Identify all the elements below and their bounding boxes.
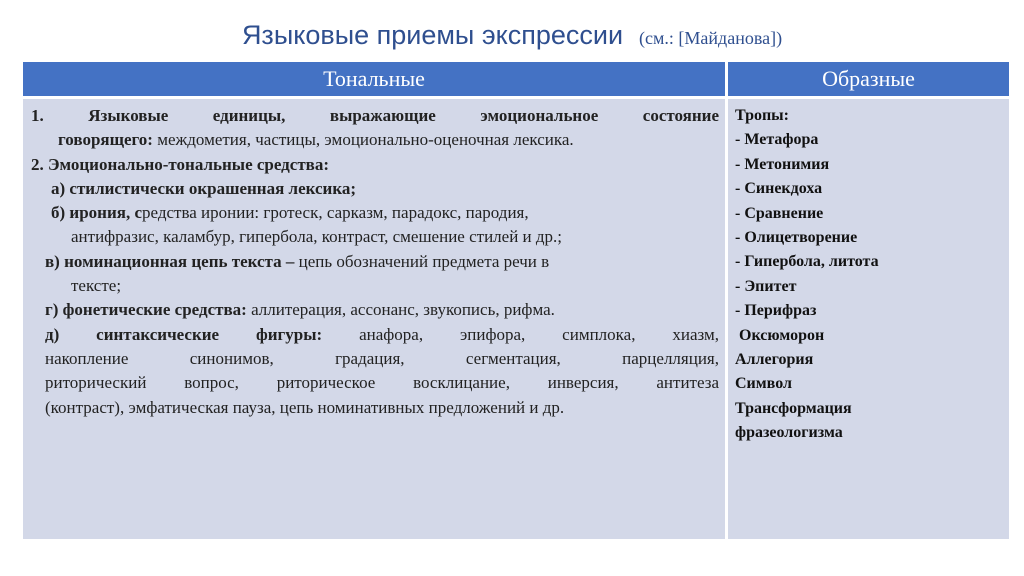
- tonal-sub-c-text-2: тексте;: [71, 276, 122, 296]
- tonal-sub-d-text: анафора, эпифора, симплока, хиазм,: [322, 324, 719, 344]
- tonal-line: [31, 396, 719, 420]
- figurative-item: - Эпитет: [735, 277, 797, 295]
- figurative-item: - Сравнение: [735, 204, 824, 222]
- tonal-sub-d-text-3: риторический вопрос, риторическое восклицание, инверсия, антитеза: [45, 373, 719, 393]
- tonal-sub-b-text: редства иронии: гротеск, сарказм, парадокс, пародия,: [142, 203, 529, 223]
- figurative-item: - Олицетворение: [735, 229, 858, 247]
- tonal-line: [31, 323, 719, 347]
- tonal-line: [31, 153, 719, 177]
- tonal-line: [31, 225, 719, 249]
- header-figurative: Образные: [728, 62, 1009, 96]
- tonal-item-1-heading: 1. Языковые единицы, выражающие эмоциональное состояние: [31, 106, 719, 125]
- tonal-sub-g-text: аллитерация, ассонанс, звукопись, рифма.: [246, 300, 555, 320]
- figurative-item: Символ: [735, 375, 792, 393]
- figurative-item: Тропы:: [735, 107, 789, 124]
- tonal-sub-c-heading: в) номинационная цепь текста –: [45, 251, 295, 271]
- tonal-line: [31, 177, 719, 201]
- tonal-sub-d-text-2: накопление синонимов, градация, сегментация, парцелляция,: [45, 348, 719, 368]
- tonal-sub-d-heading: д) синтаксические фигуры:: [45, 324, 323, 344]
- tonal-item-2-heading: 2. Эмоционально-тональные средства:: [31, 154, 330, 174]
- tonal-line: [31, 250, 719, 274]
- figurative-item: - Метонимия: [735, 155, 830, 173]
- header-divider: [23, 96, 1009, 99]
- tonal-line: [31, 274, 719, 298]
- tonal-line: [31, 201, 719, 225]
- figurative-item: - Синекдоха: [735, 180, 823, 198]
- tonal-item-1-speaker: говорящего:: [58, 130, 153, 150]
- figurative-item: Оксюморон: [735, 326, 825, 344]
- tonal-sub-a: а) стилистически окрашенная лексика;: [51, 178, 357, 198]
- tonal-sub-b-heading: б) ирония, с: [51, 203, 142, 223]
- header-tonal: Тональные: [23, 62, 725, 96]
- tonal-line: [31, 371, 719, 395]
- tonal-item-1-text: междометия, частицы, эмоционально-оценочная лексика.: [152, 130, 574, 150]
- title-reference: (см.: [Майданова]): [639, 28, 783, 48]
- slide-title: [0, 20, 1024, 51]
- tonal-sub-c-text: цепь обозначений предмета речи в: [294, 251, 550, 271]
- tonal-line: [31, 104, 719, 128]
- column-divider: [725, 62, 728, 539]
- figurative-cell: [735, 104, 1005, 446]
- figurative-item: Аллегория: [735, 351, 814, 369]
- tonal-sub-g-heading: г) фонетические средства:: [45, 300, 247, 320]
- figurative-item: фразеологизма: [735, 424, 843, 442]
- figurative-item: - Перифраз: [735, 302, 817, 320]
- techniques-table: [23, 62, 1009, 539]
- tonal-line: [31, 298, 719, 322]
- tonal-cell: [31, 104, 719, 420]
- tonal-line: [31, 347, 719, 371]
- tonal-sub-b-text-2: антифразис, каламбур, гипербола, контраст, смешение стилей и др.;: [71, 227, 563, 247]
- figurative-item: Трансформация: [735, 399, 852, 417]
- title-main: Языковые приемы экспрессии: [241, 20, 624, 50]
- figurative-item: - Гипербола, литота: [735, 253, 879, 271]
- tonal-sub-d-text-4: (контраст), эмфатическая пауза, цепь номинативных предложений и др.: [45, 397, 565, 417]
- figurative-item: - Метафора: [735, 131, 819, 149]
- tonal-line: [31, 128, 719, 152]
